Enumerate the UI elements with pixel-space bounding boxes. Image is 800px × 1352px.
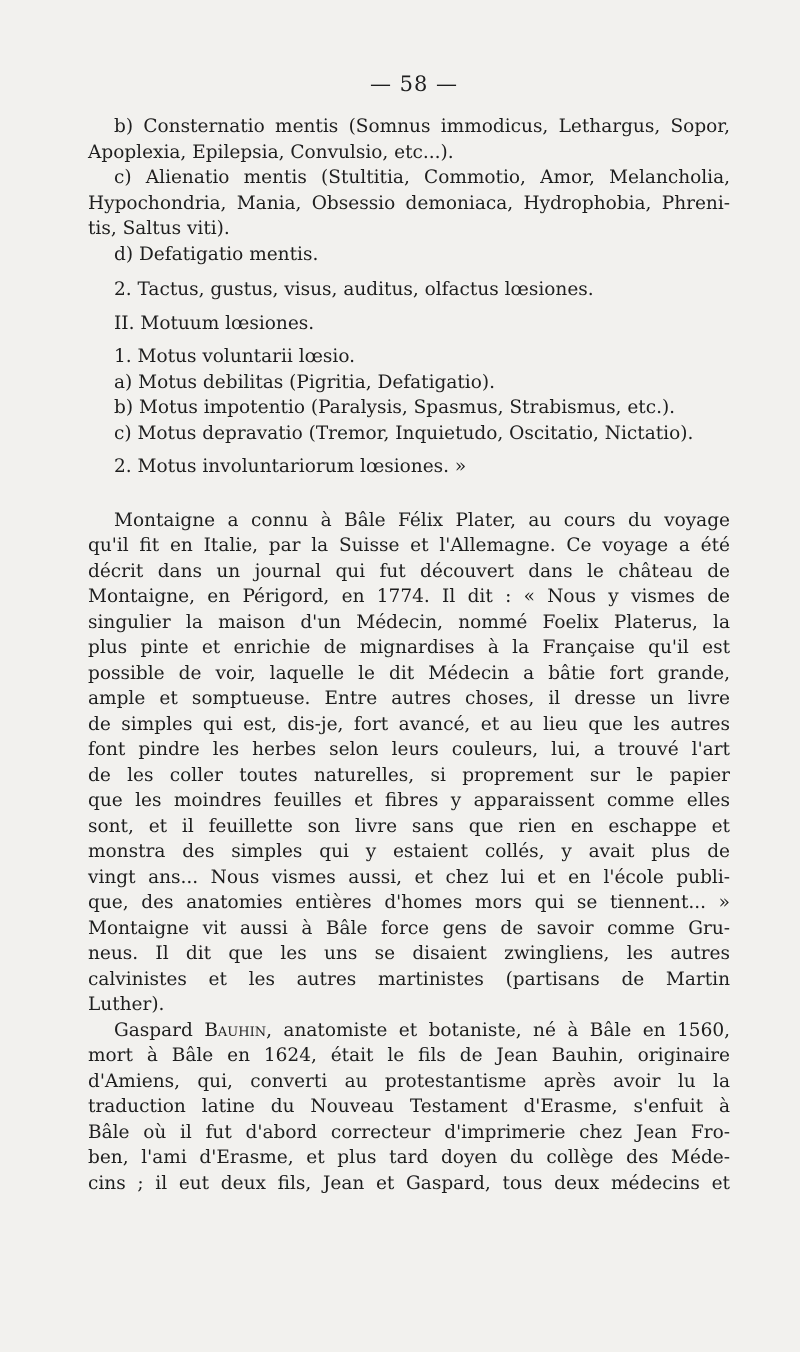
person-name: Bauhin bbox=[204, 1019, 267, 1041]
text-line: traduction latine du Nouveau Testament d'Erasme, s'enfuit à bbox=[88, 1096, 730, 1117]
text-line: plus pinte et enrichie de mignardises à la Française qu'il est bbox=[88, 637, 730, 658]
text-line: Bâle où il fut d'abord correcteur d'imprimerie chez Jean Fro- bbox=[88, 1121, 730, 1143]
text-line: ample et somptueuse. Entre autres choses, il dresse un livre bbox=[88, 688, 730, 709]
text-line: Luther). bbox=[88, 994, 165, 1015]
text-line: calvinistes et les autres martinistes (partisans de Martin bbox=[88, 968, 730, 990]
text-line: singulier la maison d'un Médecin, nommé Foelix Platerus, la bbox=[88, 611, 730, 633]
text-line: d) Defatigatio mentis. bbox=[114, 243, 319, 265]
text-line: Montaigne a connu à Bâle Félix Plater, au cours du voyage bbox=[114, 509, 730, 531]
text-line: que les moindres feuilles et fibres y apparaissent comme elles bbox=[88, 790, 730, 811]
text-line: vingt ans... Nous vismes aussi, et chez lui et en l'école publi- bbox=[88, 866, 730, 888]
text-line: c) Alienatio mentis (Stultitia, Commotio, Amor, Melancholia, bbox=[114, 167, 730, 188]
text-line: Apoplexia, Epilepsia, Convulsio, etc...). bbox=[88, 141, 454, 163]
text-line: sont, et il feuillette son livre sans que rien en eschappe et bbox=[88, 815, 730, 837]
text-line: cins ; il eut deux fils, Jean et Gaspard, tous deux médecins et bbox=[88, 1172, 730, 1194]
text-line: décrit dans un journal qui fut découvert dans le château de bbox=[88, 560, 730, 582]
text-line: Hypochondria, Mania, Obsessio demoniaca, Hydrophobia, Phreni- bbox=[88, 192, 730, 214]
text-line: neus. Il dit que les uns se disaient zwingliens, les autres bbox=[88, 943, 730, 964]
text-line: b) Motus impotentio (Paralysis, Spasmus, Strabismus, etc.). bbox=[114, 397, 676, 418]
text-line: d'Amiens, qui, converti au protestantisme après avoir lu la bbox=[88, 1070, 730, 1092]
text-line: c) Motus depravatio (Tremor, Inquietudo, Oscitatio, Nictatio). bbox=[114, 422, 694, 444]
text-line bbox=[88, 1018, 730, 1044]
text-line: monstra des simples qui y estaient collés, y avait plus de bbox=[88, 841, 730, 862]
paragraph-bauhin bbox=[88, 1018, 730, 1197]
text-fragment: , anatomiste et botaniste, né à Bâle en 1560, bbox=[266, 1019, 730, 1041]
page-number: — 58 — bbox=[369, 72, 459, 96]
text-line: de les coller toutes naturelles, si proprement sur le papier bbox=[88, 764, 730, 786]
text-line: Montaigne, en Périgord, en 1774. Il dit : « Nous y vismes de bbox=[88, 586, 730, 607]
text-line: b) Consternatio mentis (Somnus immodicus, Lethargus, Sopor, bbox=[114, 116, 730, 137]
text-line: de simples qui est, dis-je, fort avancé, et au lieu que les autres bbox=[88, 713, 730, 735]
text-line: Montaigne vit aussi à Bâle force gens de savoir comme Gru- bbox=[88, 917, 730, 939]
text-line: que, des anatomies entières d'homes mors qui se tiennent... » bbox=[88, 892, 730, 913]
text-line: tis, Saltus viti). bbox=[88, 218, 230, 239]
text-line: II. Motuum lœsiones. bbox=[114, 312, 315, 334]
text-body bbox=[88, 114, 730, 1018]
text-line: font pindre les herbes selon leurs couleurs, lui, a trouvé l'art bbox=[88, 739, 730, 760]
text-line: a) Motus debilitas (Pigritia, Defatigatio). bbox=[114, 371, 495, 393]
text-fragment: Gaspard bbox=[114, 1019, 205, 1041]
text-line: qu'il fit en Italie, par la Suisse et l'Allemagne. Ce voyage a été bbox=[88, 535, 730, 556]
text-line: 1. Motus voluntarii lœsio. bbox=[114, 346, 356, 367]
text-line: ben, l'ami d'Erasme, et plus tard doyen du collège des Méde- bbox=[88, 1147, 730, 1168]
text-line: possible de voir, laquelle le dit Médecin a bâtie fort grande, bbox=[88, 662, 730, 684]
text-line: 2. Tactus, gustus, visus, auditus, olfactus lœsiones. bbox=[114, 279, 594, 300]
text-line: 2. Motus involuntariorum lœsiones. » bbox=[114, 456, 467, 477]
text-line: mort à Bâle en 1624, était le fils de Jean Bauhin, originaire bbox=[88, 1045, 730, 1066]
